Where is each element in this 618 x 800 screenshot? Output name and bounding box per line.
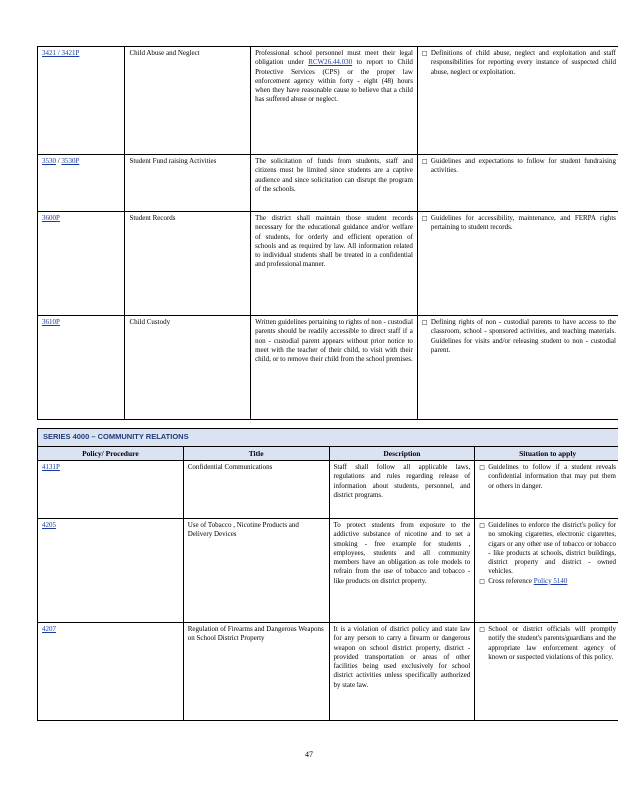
page-number: 47 xyxy=(305,750,313,759)
policy-link[interactable]: 3421 / 3421P xyxy=(42,49,80,57)
square-bullet-icon: □ xyxy=(421,215,428,222)
situation-cell xyxy=(475,519,618,623)
column-header-title: Title xyxy=(183,447,329,461)
column-header-situation: Situation to apply xyxy=(475,447,618,461)
title-cell: Student Records xyxy=(125,212,251,316)
policy-number-cell xyxy=(38,212,125,316)
description-cell: Staff shall follow all applicable laws, regulations and rules regarding release of information about students, personnel, and district programs. xyxy=(329,461,475,519)
table-row xyxy=(38,212,618,316)
policy-number-cell xyxy=(38,623,184,721)
description-cell: Professional school personnel must meet their legal obligation under RCW26.44.030 to report to Child Protective Services (CPS) or the proper law enforcement agency within forty - eight (48) hours when they have reasonable cause to believe that a child has suffered abuse or neglect. xyxy=(251,47,418,155)
situation-cell xyxy=(417,316,618,420)
policy-link[interactable]: 3600P xyxy=(42,214,60,222)
policy-link[interactable]: 3530P xyxy=(61,157,80,165)
column-header-description: Description xyxy=(329,447,475,461)
situation-cell xyxy=(417,47,618,155)
table-row xyxy=(38,461,618,519)
list-item: □ School or district officials will promptly notify the student's parents/guardians and the appropriate law enforcement agency of known or suspected violations of this policy. xyxy=(479,625,616,661)
policy-link[interactable]: 4131P xyxy=(42,463,60,471)
table-row xyxy=(38,623,618,721)
list-item: □ Definitions of child abuse, neglect and exploitation and staff responsibilities for reporting every instance of suspected child abuse, neglect or exploitation. xyxy=(421,49,616,76)
list-item: □ Guidelines to follow if a student reveals confidential information that may put them or others in danger. xyxy=(479,463,616,490)
table-row xyxy=(38,519,618,623)
list-item: □ Guidelines to enforce the district's policy for no smoking cigarettes, electronic cigarettes, cigars or any other use of tobacco or tobacco - like products at schools, district buildings, district property and district - owned vehicles. xyxy=(479,521,616,576)
policy-number-cell xyxy=(38,47,125,155)
square-bullet-icon: □ xyxy=(421,50,428,57)
policy-number-cell xyxy=(38,316,125,420)
title-cell: Child Custody xyxy=(125,316,251,420)
table-row xyxy=(38,155,618,212)
policy-link[interactable]: 3530 xyxy=(42,157,56,165)
situation-cell xyxy=(475,623,618,721)
table-row xyxy=(38,316,618,420)
list-item: □ Guidelines and expectations to follow for student fundraising activities. xyxy=(421,157,616,175)
series-header-row xyxy=(38,429,618,447)
description-cell: It is a violation of district policy and state law for any person to carry a firearm or dangerous weapon on school district property, district - provided transportation or areas of other facilities being used exclusively for school district activities unless specifically authorized by state law. xyxy=(329,623,475,721)
square-bullet-icon: □ xyxy=(479,522,485,529)
title-cell: Regulation of Firearms and Dangerous Weapons on School District Property xyxy=(183,623,329,721)
square-bullet-icon: □ xyxy=(479,577,485,585)
square-bullet-icon: □ xyxy=(421,319,428,326)
policy-link[interactable]: 4207 xyxy=(42,625,56,633)
title-cell: Student Fund raising Activities xyxy=(125,155,251,212)
situation-cell xyxy=(417,155,618,212)
description-cell: The solicitation of funds from students, staff and citizens must be limited since students are a captive audience and since solicitation can disrupt the program of the schools. xyxy=(251,155,418,212)
list-item: □ Cross reference Policy 5140 xyxy=(479,576,568,585)
square-bullet-icon: □ xyxy=(479,464,485,471)
title-cell: Use of Tobacco , Nicotine Products and Delivery Devices xyxy=(183,519,329,623)
square-bullet-icon: □ xyxy=(479,626,485,633)
list-item: □ Defining rights of non - custodial parents to have access to the classroom, school - sponsored activities, and teaching materials. Guidelines for visits and/or releasing student to non - custodial parent. xyxy=(421,318,616,354)
column-header-policy: Policy/ Procedure xyxy=(38,447,184,461)
description-cell: To protect students from exposure to the addictive substance of nicotine and to set a smoking - free example for students , employees, students and all community members have an obligation as role models to refrain from the use of tobacco and tobacco - like products on district property. xyxy=(329,519,475,623)
policy-link[interactable]: 3610P xyxy=(42,318,60,326)
title-cell: Child Abuse and Neglect xyxy=(125,47,251,155)
title-cell: Confidential Communications xyxy=(183,461,329,519)
policy-5140-link[interactable]: Policy 5140 xyxy=(533,576,568,585)
series-title: SERIES 4000 – COMMUNITY RELATIONS xyxy=(38,429,618,447)
description-cell: The district shall maintain those student records necessary for the educational guidance and/or welfare of students, for orderly and efficient operation of schools and as required by law. All information related to individual students shall be treated in a confidential and professional manner. xyxy=(251,212,418,316)
description-cell: Written guidelines pertaining to rights of non - custodial parents should be readily accessible to direct staff if a non - custodial parent appears without prior notice to meet with the teacher of their child, to visit with their child, or to remove their child from the school premises. xyxy=(251,316,418,420)
column-header-row xyxy=(38,447,618,461)
policy-table-series-4000 xyxy=(37,428,618,721)
rcw-link[interactable]: RCW26.44.030 xyxy=(308,58,353,67)
policy-number-cell: 3530 / 3530P xyxy=(38,155,125,212)
list-item: □ Guidelines for accessibility, maintenance, and FERPA rights pertaining to student records. xyxy=(421,214,616,232)
square-bullet-icon: □ xyxy=(421,158,428,165)
situation-cell xyxy=(475,461,618,519)
policy-number-cell xyxy=(38,461,184,519)
policy-number-cell xyxy=(38,519,184,623)
policy-table-series-3000 xyxy=(37,46,618,420)
situation-cell xyxy=(417,212,618,316)
policy-link[interactable]: 4205 xyxy=(42,521,56,529)
table-row xyxy=(38,47,618,155)
